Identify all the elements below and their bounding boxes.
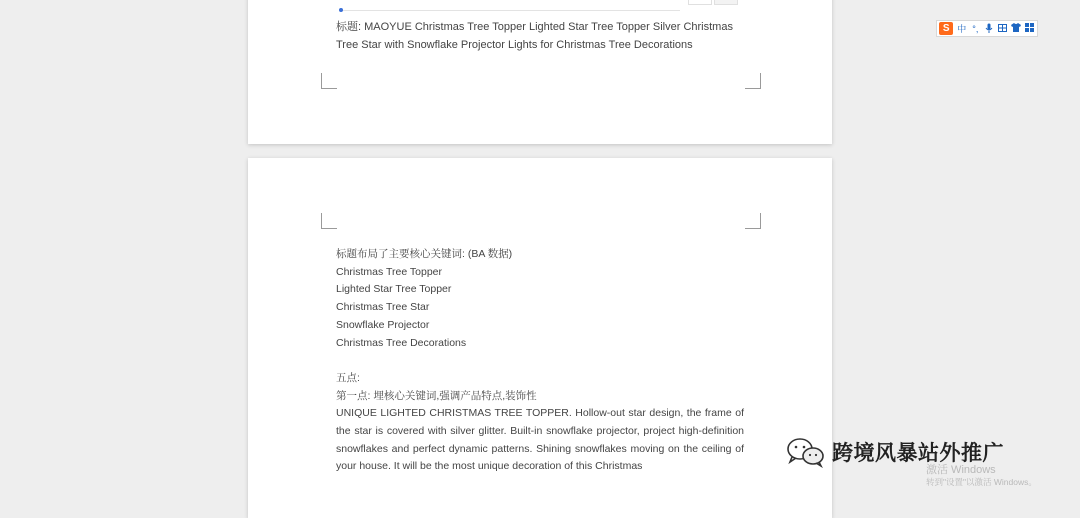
wechat-account-name: 跨境风暴站外推广 <box>832 442 1004 465</box>
ime-toolbox-icon[interactable] <box>1024 23 1035 34</box>
ime-toolbar[interactable] <box>936 20 1038 37</box>
keywords-heading: 标题布局了主要核心关键词: (BA 数据) <box>336 248 513 260</box>
ime-punctuation-icon[interactable]: °, <box>972 23 979 34</box>
document-page-2[interactable] <box>248 158 832 518</box>
ime-skin-icon[interactable] <box>1011 23 1022 34</box>
product-title-line[interactable]: 标题: MAOYUE Christmas Tree Topper Lighted Star Tree Topper Silver Christmas Tree Star with Snowflake Projector Lights for Christmas Tree Decorations <box>336 21 733 51</box>
crop-mark-top-right <box>745 213 761 229</box>
crop-mark-bottom-right <box>745 73 761 89</box>
keyword-item: Lighted Star Tree Topper <box>336 283 452 296</box>
crop-mark-bottom-left <box>321 73 337 89</box>
activate-windows-title: 激活 Windows <box>926 464 996 476</box>
document-body[interactable] <box>336 246 744 476</box>
keyword-item: Christmas Tree Topper <box>336 265 443 278</box>
activate-windows-subtitle: 转到"设置"以激活 Windows。 <box>926 477 1037 487</box>
ime-microphone-icon[interactable] <box>984 23 995 35</box>
point1-label: 第一点: 埋核心关键词,强调产品特点,装饰性 <box>336 389 537 402</box>
embedded-screenshot-slider-dot <box>339 8 343 12</box>
five-points-label: 五点: <box>336 371 360 384</box>
blank-line <box>336 352 744 370</box>
keyword-item: Christmas Tree Decorations <box>336 336 467 349</box>
keyword-item: Christmas Tree Star <box>336 301 430 314</box>
embedded-screenshot-slider-track <box>340 10 680 11</box>
keyword-item: Snowflake Projector <box>336 318 430 331</box>
embedded-screenshot-button <box>688 0 712 5</box>
ime-keyboard-icon[interactable] <box>997 24 1008 34</box>
ime-language-toggle[interactable]: 中 <box>957 24 967 34</box>
point1-text: UNIQUE LIGHTED CHRISTMAS TREE TOPPER. Hollow-out star design, the frame of the star is covered with silver glitter. Built-in snowflake projector, project high-definition snowflakes and perfect dynamic patterns. Shining snowflakes moving on the ceiling of your house. It will be the most unique decoration of this Christmas <box>336 407 744 473</box>
embedded-screenshot-button <box>714 0 738 5</box>
document-page-1[interactable] <box>248 0 832 144</box>
crop-mark-top-left <box>321 213 337 229</box>
wechat-icon <box>786 436 826 468</box>
ime-logo-icon[interactable]: S <box>939 22 953 35</box>
